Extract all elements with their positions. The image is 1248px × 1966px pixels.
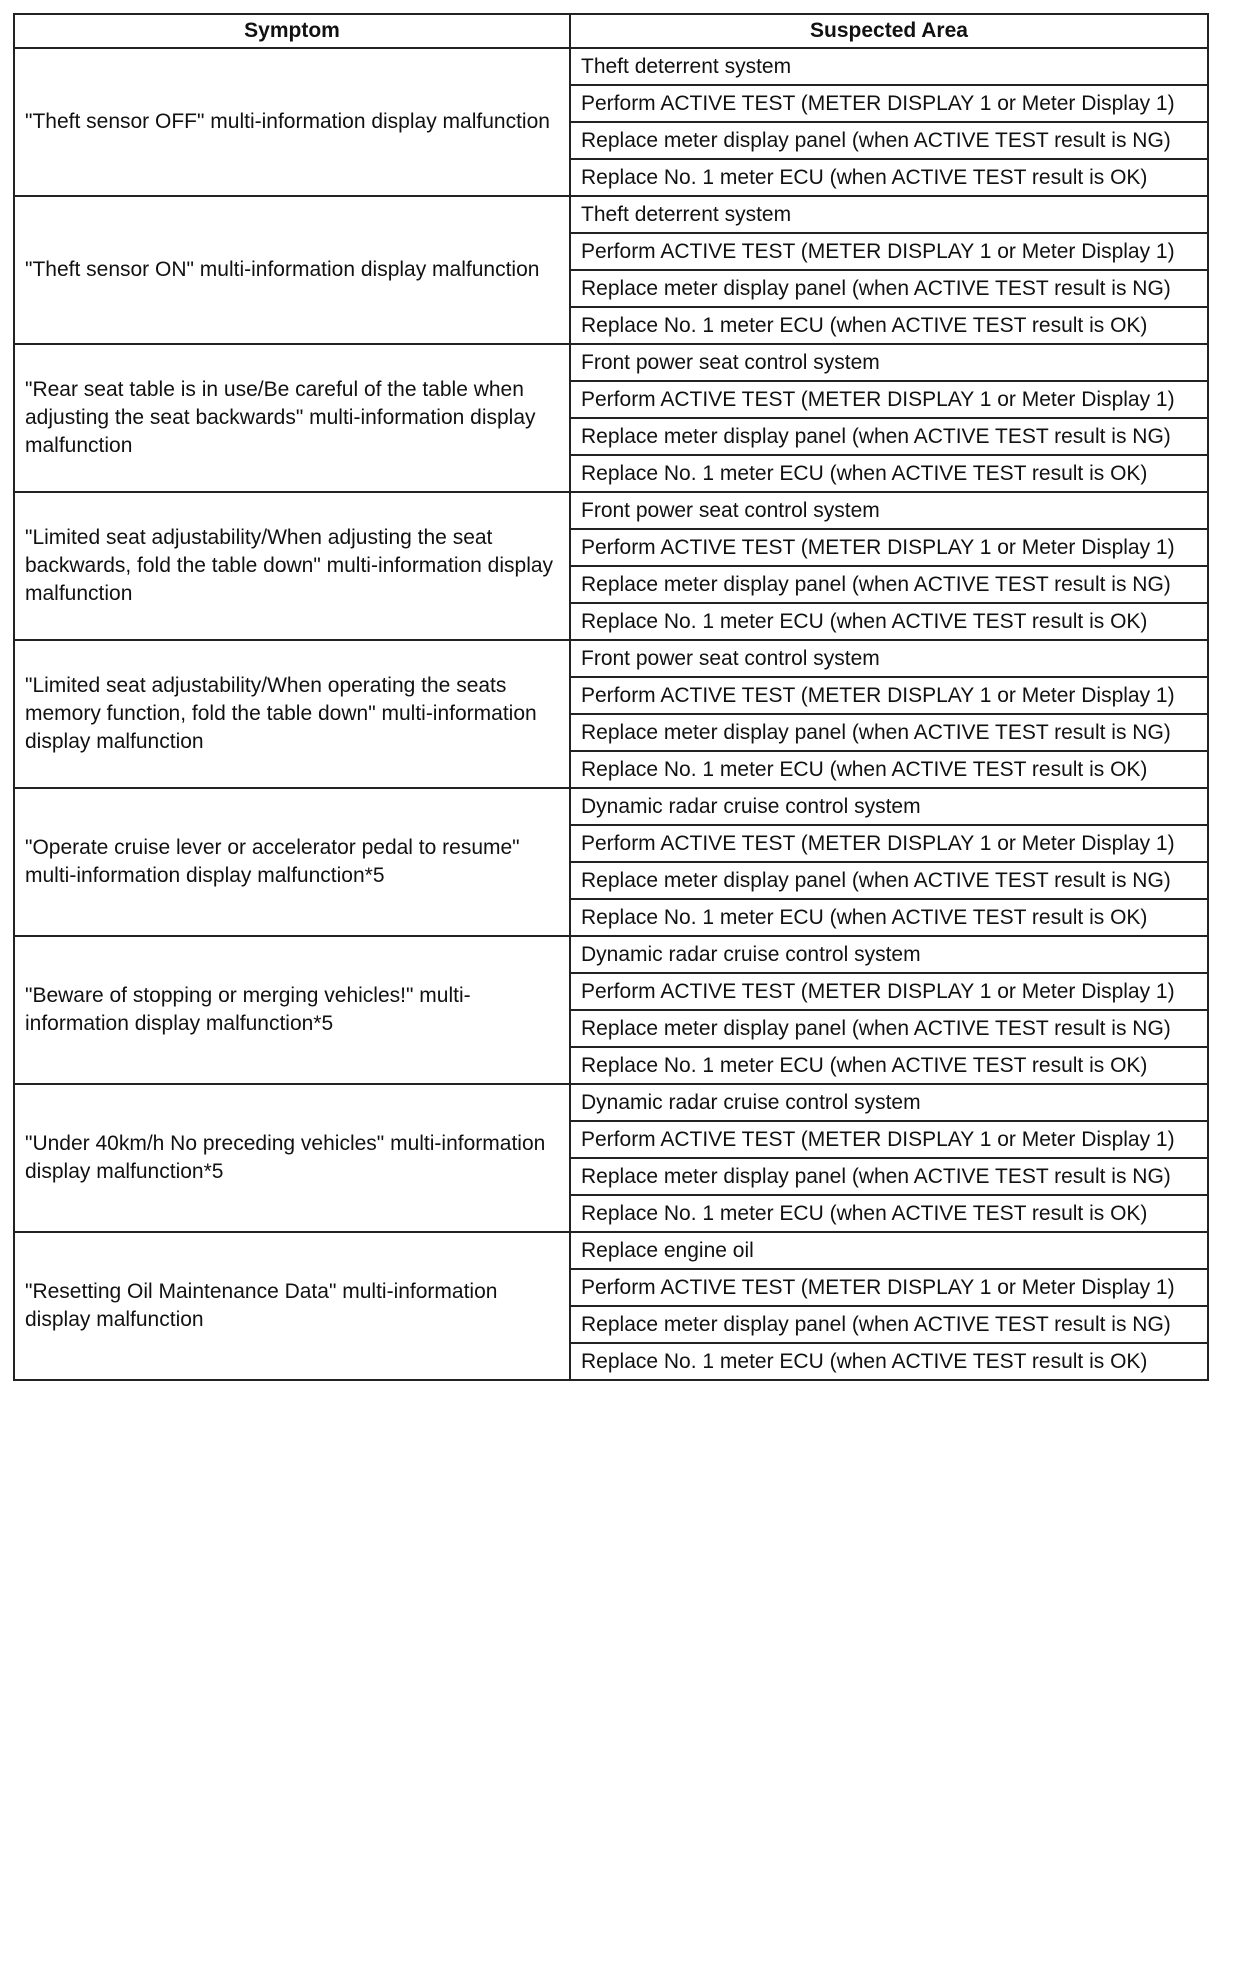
header-row: [14, 14, 1208, 48]
suspected-area-cell: Replace meter display panel (when ACTIVE TEST result is NG): [570, 1010, 1208, 1047]
symptom-cell: "Rear seat table is in use/Be careful of the table when adjusting the seat backwards" multi-information display malfunction: [14, 344, 570, 492]
suspected-area-cell: Dynamic radar cruise control system: [570, 1084, 1208, 1121]
suspected-area-cell: Perform ACTIVE TEST (METER DISPLAY 1 or Meter Display 1): [570, 973, 1208, 1010]
suspected-area-cell: Dynamic radar cruise control system: [570, 936, 1208, 973]
suspected-area-cell: Replace meter display panel (when ACTIVE TEST result is NG): [570, 1306, 1208, 1343]
suspected-area-cell: Front power seat control system: [570, 640, 1208, 677]
suspected-area-cell: Perform ACTIVE TEST (METER DISPLAY 1 or Meter Display 1): [570, 1121, 1208, 1158]
suspected-area-cell: Perform ACTIVE TEST (METER DISPLAY 1 or Meter Display 1): [570, 677, 1208, 714]
table-row: [14, 492, 1208, 529]
table-body: [14, 48, 1208, 1380]
suspected-area-cell: Replace No. 1 meter ECU (when ACTIVE TEST result is OK): [570, 159, 1208, 196]
suspected-area-cell: Perform ACTIVE TEST (METER DISPLAY 1 or Meter Display 1): [570, 85, 1208, 122]
table-row: [14, 1232, 1208, 1269]
suspected-area-cell: Replace No. 1 meter ECU (when ACTIVE TEST result is OK): [570, 751, 1208, 788]
table-row: [14, 936, 1208, 973]
suspected-area-cell: Replace No. 1 meter ECU (when ACTIVE TEST result is OK): [570, 899, 1208, 936]
suspected-area-cell: Perform ACTIVE TEST (METER DISPLAY 1 or Meter Display 1): [570, 233, 1208, 270]
symptom-cell: "Limited seat adjustability/When operating the seats memory function, fold the table down" multi-information display malfunction: [14, 640, 570, 788]
suspected-area-cell: Replace No. 1 meter ECU (when ACTIVE TEST result is OK): [570, 1195, 1208, 1232]
suspected-area-cell: Dynamic radar cruise control system: [570, 788, 1208, 825]
suspected-area-cell: Replace meter display panel (when ACTIVE TEST result is NG): [570, 566, 1208, 603]
suspected-area-cell: Replace No. 1 meter ECU (when ACTIVE TEST result is OK): [570, 455, 1208, 492]
suspected-area-cell: Replace meter display panel (when ACTIVE TEST result is NG): [570, 122, 1208, 159]
symptom-cell: "Operate cruise lever or accelerator pedal to resume" multi-information display malfunction*5: [14, 788, 570, 936]
symptom-cell: "Theft sensor ON" multi-information display malfunction: [14, 196, 570, 344]
symptom-cell: "Beware of stopping or merging vehicles!" multi-information display malfunction*5: [14, 936, 570, 1084]
suspected-area-cell: Replace No. 1 meter ECU (when ACTIVE TEST result is OK): [570, 1343, 1208, 1380]
table-row: [14, 788, 1208, 825]
suspected-area-cell: Perform ACTIVE TEST (METER DISPLAY 1 or Meter Display 1): [570, 825, 1208, 862]
symptom-cell: "Theft sensor OFF" multi-information display malfunction: [14, 48, 570, 196]
symptom-column-header: Symptom: [14, 14, 570, 48]
suspected-area-cell: Perform ACTIVE TEST (METER DISPLAY 1 or Meter Display 1): [570, 529, 1208, 566]
table-row: [14, 640, 1208, 677]
suspected-area-cell: Theft deterrent system: [570, 48, 1208, 85]
suspected-area-cell: Replace No. 1 meter ECU (when ACTIVE TEST result is OK): [570, 603, 1208, 640]
symptom-table: [13, 13, 1209, 1381]
suspected-area-cell: Replace meter display panel (when ACTIVE TEST result is NG): [570, 714, 1208, 751]
suspected-area-cell: Replace meter display panel (when ACTIVE TEST result is NG): [570, 418, 1208, 455]
suspected-area-cell: Replace No. 1 meter ECU (when ACTIVE TEST result is OK): [570, 307, 1208, 344]
suspected-area-column-header: Suspected Area: [570, 14, 1208, 48]
suspected-area-cell: Front power seat control system: [570, 492, 1208, 529]
suspected-area-cell: Perform ACTIVE TEST (METER DISPLAY 1 or Meter Display 1): [570, 1269, 1208, 1306]
suspected-area-cell: Perform ACTIVE TEST (METER DISPLAY 1 or Meter Display 1): [570, 381, 1208, 418]
table-row: [14, 1084, 1208, 1121]
symptom-cell: "Resetting Oil Maintenance Data" multi-information display malfunction: [14, 1232, 570, 1380]
suspected-area-cell: Theft deterrent system: [570, 196, 1208, 233]
table-row: [14, 48, 1208, 85]
suspected-area-cell: Replace No. 1 meter ECU (when ACTIVE TEST result is OK): [570, 1047, 1208, 1084]
table-row: [14, 196, 1208, 233]
symptom-cell: "Under 40km/h No preceding vehicles" multi-information display malfunction*5: [14, 1084, 570, 1232]
suspected-area-cell: Replace meter display panel (when ACTIVE TEST result is NG): [570, 270, 1208, 307]
suspected-area-cell: Replace engine oil: [570, 1232, 1208, 1269]
suspected-area-cell: Front power seat control system: [570, 344, 1208, 381]
suspected-area-cell: Replace meter display panel (when ACTIVE TEST result is NG): [570, 862, 1208, 899]
symptom-cell: "Limited seat adjustability/When adjusting the seat backwards, fold the table down" multi-information display malfunction: [14, 492, 570, 640]
suspected-area-cell: Replace meter display panel (when ACTIVE TEST result is NG): [570, 1158, 1208, 1195]
table-row: [14, 344, 1208, 381]
